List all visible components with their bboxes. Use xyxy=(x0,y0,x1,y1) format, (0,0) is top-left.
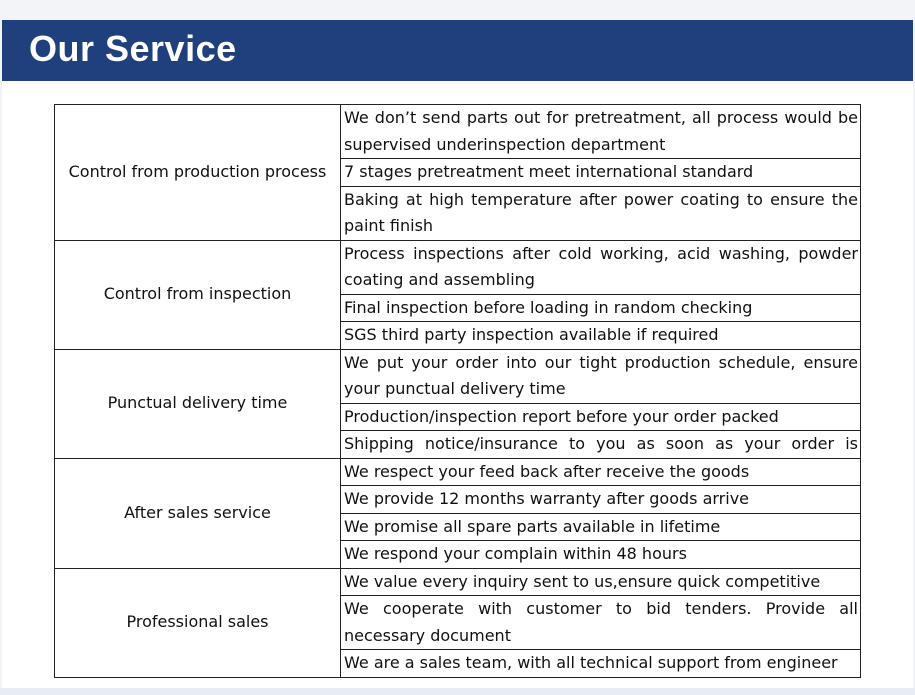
service-item-cell: SGS third party inspection available if required xyxy=(341,322,861,350)
table-row xyxy=(55,240,861,294)
table-row xyxy=(55,568,861,596)
service-item-cell: We promise all spare parts available in lifetime xyxy=(341,513,861,541)
service-item-cell: Baking at high temperature after power coating to ensure the paint finish xyxy=(341,186,861,240)
slide xyxy=(2,20,913,688)
table-row xyxy=(55,349,861,403)
category-cell: Control from production process xyxy=(55,105,341,241)
category-cell: After sales service xyxy=(55,458,341,568)
category-cell: Punctual delivery time xyxy=(55,349,341,458)
service-item-cell: Shipping notice/insurance to you as soon as your order is xyxy=(341,431,861,459)
table-row xyxy=(55,458,861,486)
table-row xyxy=(55,105,861,159)
service-item-cell: We are a sales team, with all technical support from engineer xyxy=(341,650,861,678)
service-item-cell: We provide 12 months warranty after goods arrive xyxy=(341,486,861,514)
service-item-cell: We value every inquiry sent to us,ensure quick competitive xyxy=(341,568,861,596)
bottom-strip xyxy=(0,688,915,695)
service-item-cell: Process inspections after cold working, acid washing, powder coating and assembling xyxy=(341,240,861,294)
service-item-cell: 7 stages pretreatment meet international standard xyxy=(341,159,861,187)
service-item-cell: We respond your complain within 48 hours xyxy=(341,541,861,569)
title-bar xyxy=(2,20,913,81)
service-item-cell: We put your order into our tight production schedule, ensure your punctual delivery time xyxy=(341,349,861,403)
service-item-cell: Final inspection before loading in random checking xyxy=(341,294,861,322)
service-item-cell: We don’t send parts out for pretreatment, all process would be supervised underinspection department xyxy=(341,105,861,159)
service-item-cell: Production/inspection report before your order packed xyxy=(341,403,861,431)
service-item-cell: We respect your feed back after receive the goods xyxy=(341,458,861,486)
service-item-cell: We cooperate with customer to bid tenders. Provide all necessary document xyxy=(341,596,861,650)
category-cell: Control from inspection xyxy=(55,240,341,349)
category-cell: Professional sales xyxy=(55,568,341,677)
page-title: Our Service xyxy=(29,28,237,69)
service-table xyxy=(54,104,861,678)
